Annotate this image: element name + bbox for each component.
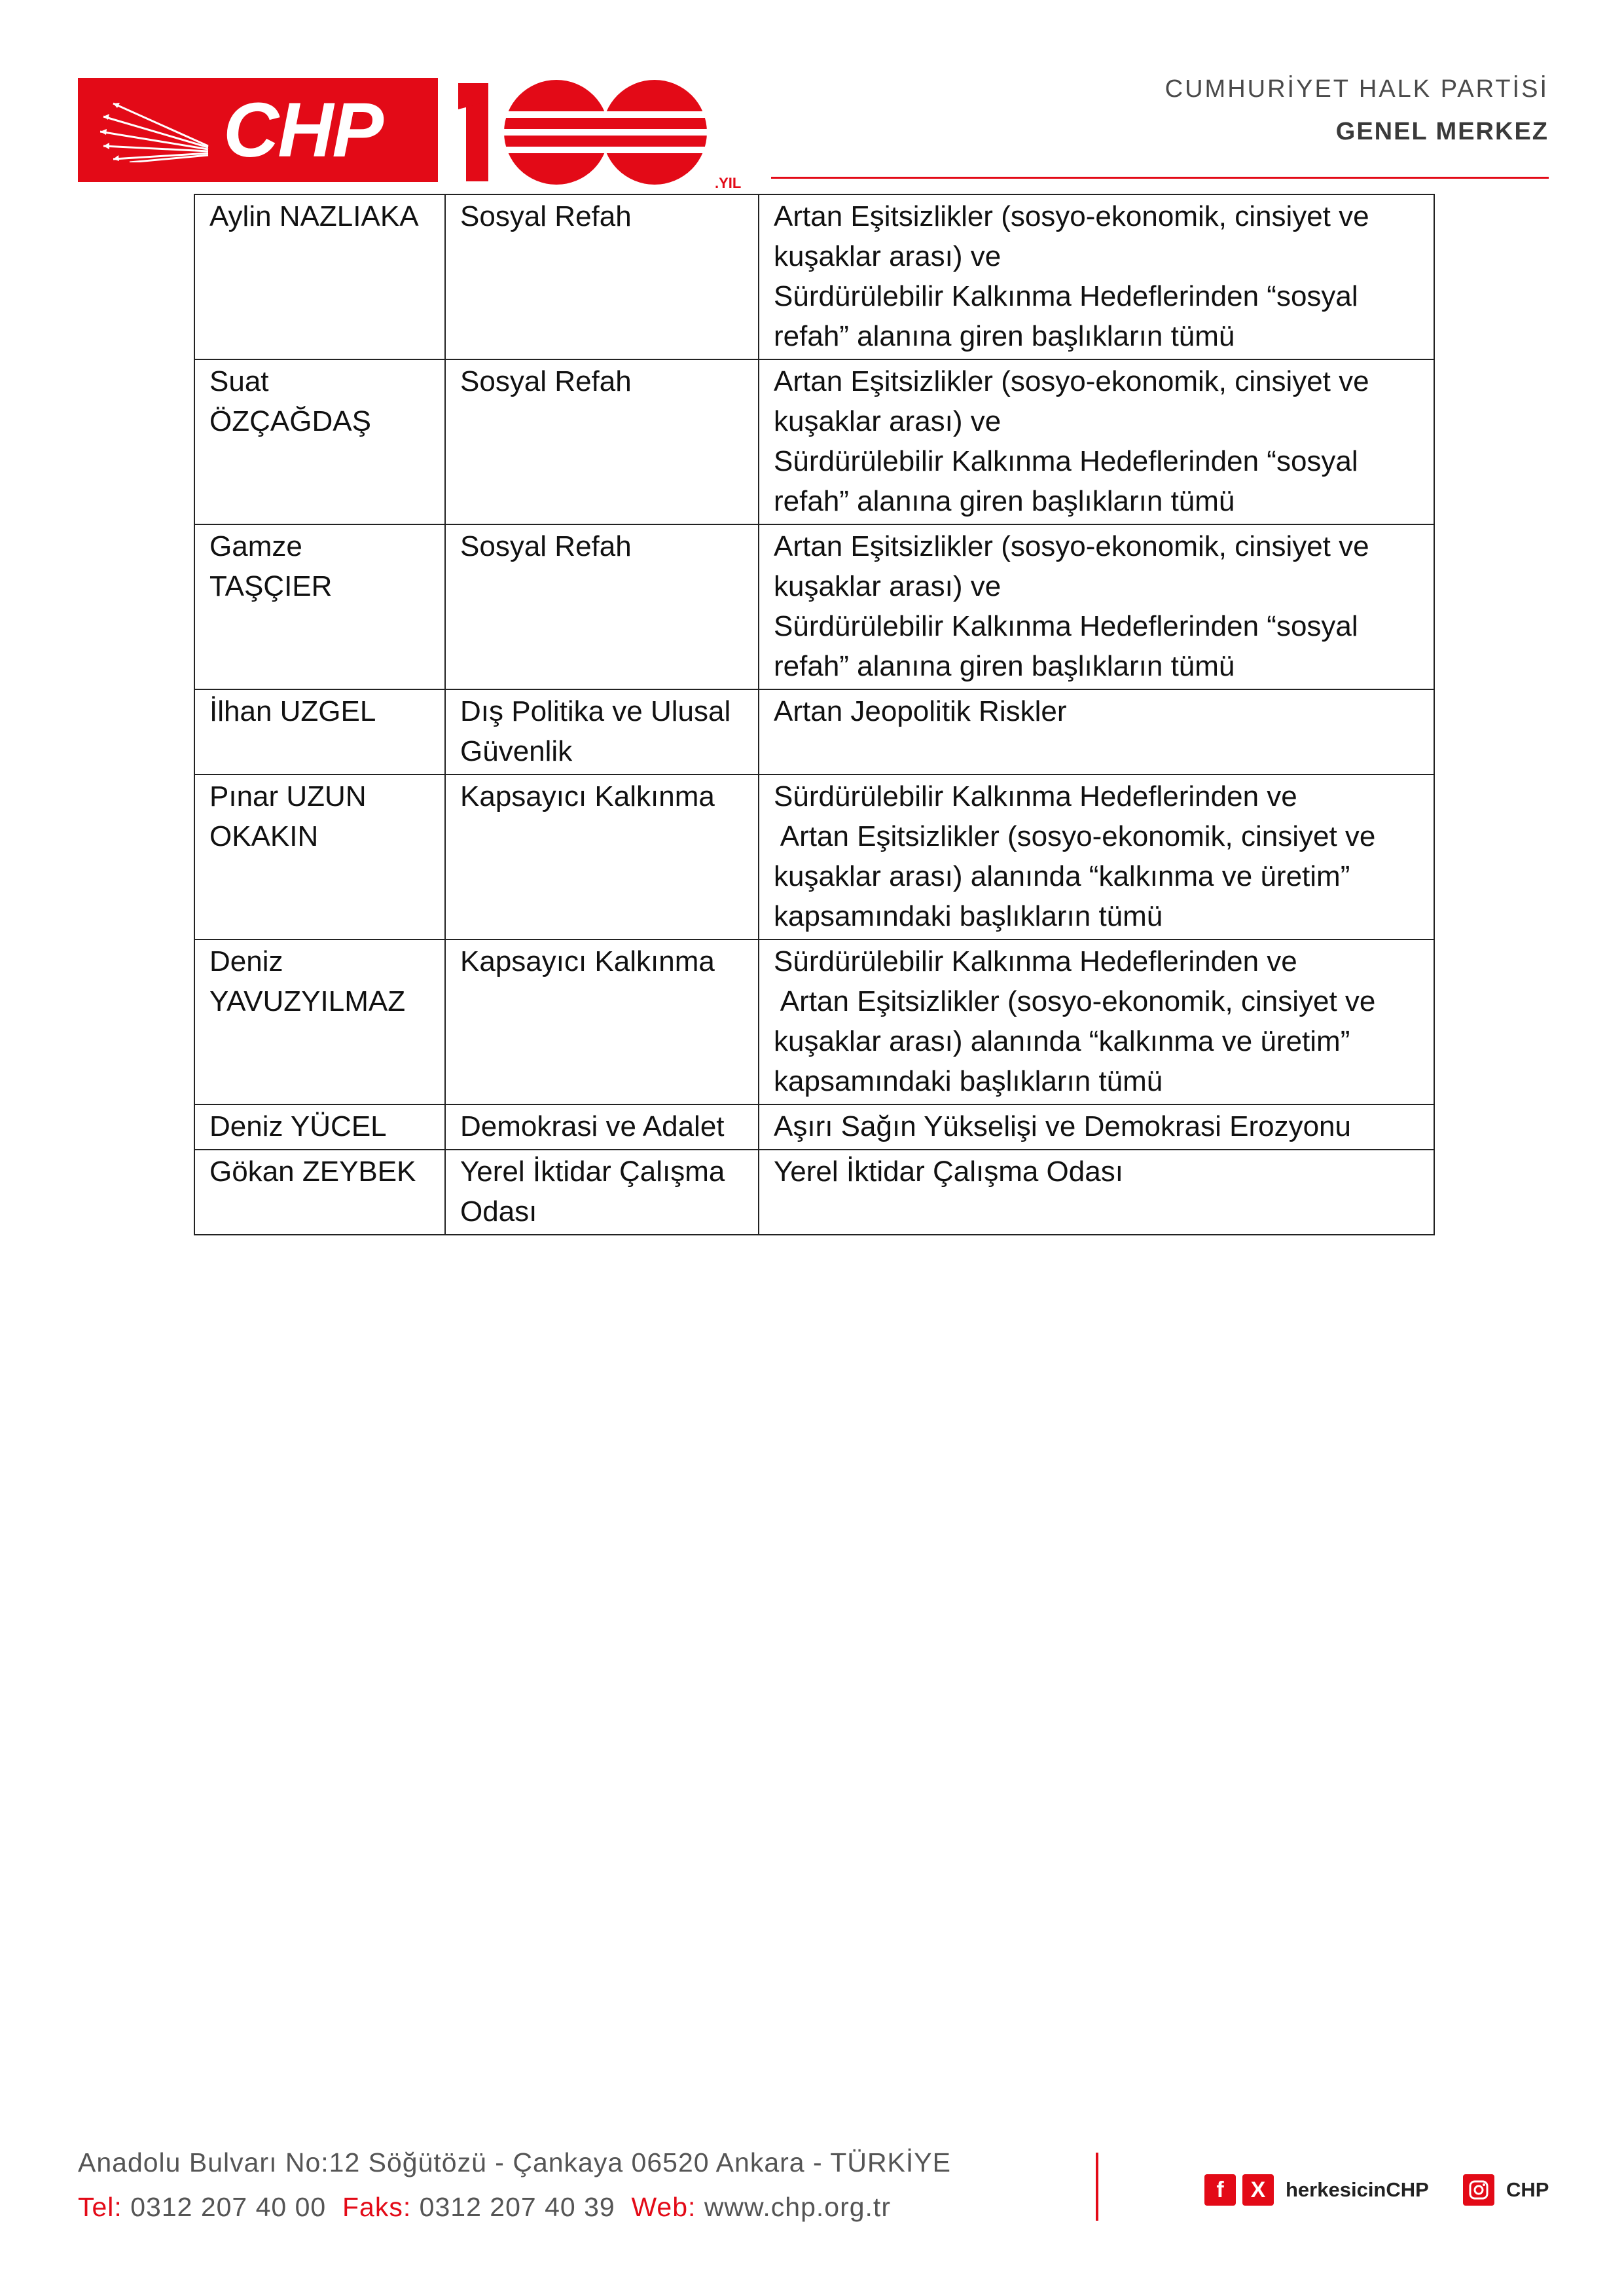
- topic-line: Sürdürülebilir Kalkınma Hedeflerinden “sosyal: [774, 280, 1358, 312]
- topic-line: Artan Eşitsizlikler (sosyo-ekonomik, cinsiyet ve: [774, 820, 1376, 852]
- member-name: Suat ÖZÇAĞDAŞ: [194, 359, 445, 524]
- topic-line: kuşaklar arası) ve: [774, 240, 1001, 272]
- footer-divider: [1096, 2153, 1098, 2221]
- member-name: Deniz YÜCEL: [194, 1104, 445, 1150]
- topics-cell: [759, 939, 1434, 1104]
- policy-field: Dış Politika ve Ulusal Güvenlik: [445, 689, 759, 774]
- topic-line: kuşaklar arası) alanında “kalkınma ve üretim”: [774, 860, 1350, 892]
- logo-text: CHP: [223, 87, 383, 173]
- member-name: Pınar UZUN OKAKIN: [194, 774, 445, 939]
- policy-field: Sosyal Refah: [445, 359, 759, 524]
- topic-line: kuşaklar arası) alanında “kalkınma ve üretim”: [774, 1025, 1350, 1057]
- fax-value: 0312 207 40 39: [419, 2192, 615, 2222]
- table-row: [194, 939, 1434, 1104]
- topic-line: Artan Eşitsizlikler (sosyo-ekonomik, cinsiyet ve: [774, 365, 1369, 397]
- topics-cell: [759, 1104, 1434, 1150]
- topic-line: refah” alanına giren başlıkların tümü: [774, 485, 1235, 517]
- topic-line: Sürdürülebilir Kalkınma Hedeflerinden ve: [774, 780, 1297, 812]
- topic-line: Sürdürülebilir Kalkınma Hedeflerinden “sosyal: [774, 445, 1358, 477]
- social-group: [1204, 2174, 1429, 2206]
- member-name: Gamze TAŞÇIER: [194, 524, 445, 689]
- topic-line: kuşaklar arası) ve: [774, 405, 1001, 437]
- topic-line: Sürdürülebilir Kalkınma Hedeflerinden “sosyal: [774, 610, 1358, 642]
- topic-line: kapsamındaki başlıkların tümü: [774, 900, 1163, 932]
- table-row: [194, 524, 1434, 689]
- policy-field: Sosyal Refah: [445, 524, 759, 689]
- centennial-logo: [458, 75, 753, 190]
- policy-field: Kapsayıcı Kalkınma: [445, 939, 759, 1104]
- topic-line: Artan Eşitsizlikler (sosyo-ekonomik, cinsiyet ve: [774, 530, 1369, 562]
- instagram-handle[interactable]: CHP: [1506, 2178, 1549, 2201]
- topic-line: refah” alanına giren başlıkların tümü: [774, 320, 1235, 352]
- member-name: Deniz YAVUZYILMAZ: [194, 939, 445, 1104]
- member-name: Aylin NAZLIAKA: [194, 194, 445, 359]
- footer-address: Anadolu Bulvarı No:12 Söğütözü - Çankaya 06520 Ankara - TÜRKİYE: [78, 2147, 951, 2178]
- table-row: [194, 1104, 1434, 1150]
- members-table: [194, 194, 1435, 1235]
- footer-contact: [78, 2192, 891, 2223]
- policy-field: Kapsayıcı Kalkınma: [445, 774, 759, 939]
- topic-line: Artan Eşitsizlikler (sosyo-ekonomik, cinsiyet ve: [774, 200, 1369, 232]
- party-name: CUMHURİYET HALK PARTİSİ: [1164, 75, 1549, 103]
- topic-line: kapsamındaki başlıkların tümü: [774, 1065, 1163, 1097]
- rays-icon: [100, 100, 211, 162]
- table-row: [194, 774, 1434, 939]
- table-row: [194, 1150, 1434, 1235]
- topics-cell: [759, 524, 1434, 689]
- policy-field: Yerel İktidar Çalışma Odası: [445, 1150, 759, 1235]
- topics-cell: [759, 1150, 1434, 1235]
- topic-line: Yerel İktidar Çalışma Odası: [774, 1156, 1123, 1188]
- topic-line: refah” alanına giren başlıkların tümü: [774, 650, 1235, 682]
- topic-line: kuşaklar arası) ve: [774, 570, 1001, 602]
- chp-logo: [78, 78, 438, 182]
- topic-line: Aşırı Sağın Yükselişi ve Demokrasi Erozyonu: [774, 1110, 1351, 1142]
- topics-cell: [759, 774, 1434, 939]
- policy-field: Demokrasi ve Adalet: [445, 1104, 759, 1150]
- instagram-group: [1463, 2174, 1549, 2206]
- table-row: [194, 194, 1434, 359]
- table-row: [194, 359, 1434, 524]
- member-name: Gökan ZEYBEK: [194, 1150, 445, 1235]
- tel-value: 0312 207 40 00: [130, 2192, 327, 2222]
- hq-name: GENEL MERKEZ: [1335, 118, 1549, 145]
- social-handle[interactable]: herkesicinCHP: [1286, 2178, 1429, 2201]
- header-divider: [771, 177, 1549, 179]
- policy-field: Sosyal Refah: [445, 194, 759, 359]
- topic-line: Sürdürülebilir Kalkınma Hedeflerinden ve: [774, 945, 1297, 977]
- x-icon[interactable]: X: [1242, 2174, 1274, 2206]
- fax-label: Faks:: [342, 2192, 412, 2222]
- instagram-icon[interactable]: [1463, 2174, 1494, 2206]
- member-name: İlhan UZGEL: [194, 689, 445, 774]
- tel-label: Tel:: [78, 2192, 122, 2222]
- topics-cell: [759, 689, 1434, 774]
- topics-cell: [759, 359, 1434, 524]
- facebook-icon[interactable]: f: [1204, 2174, 1236, 2206]
- web-label: Web:: [631, 2192, 696, 2222]
- table-row: [194, 689, 1434, 774]
- topic-line: Artan Eşitsizlikler (sosyo-ekonomik, cinsiyet ve: [774, 985, 1376, 1017]
- centennial-suffix: .YIL: [715, 175, 742, 190]
- topics-cell: [759, 194, 1434, 359]
- topic-line: Artan Jeopolitik Riskler: [774, 695, 1067, 727]
- web-link[interactable]: www.chp.org.tr: [704, 2192, 891, 2222]
